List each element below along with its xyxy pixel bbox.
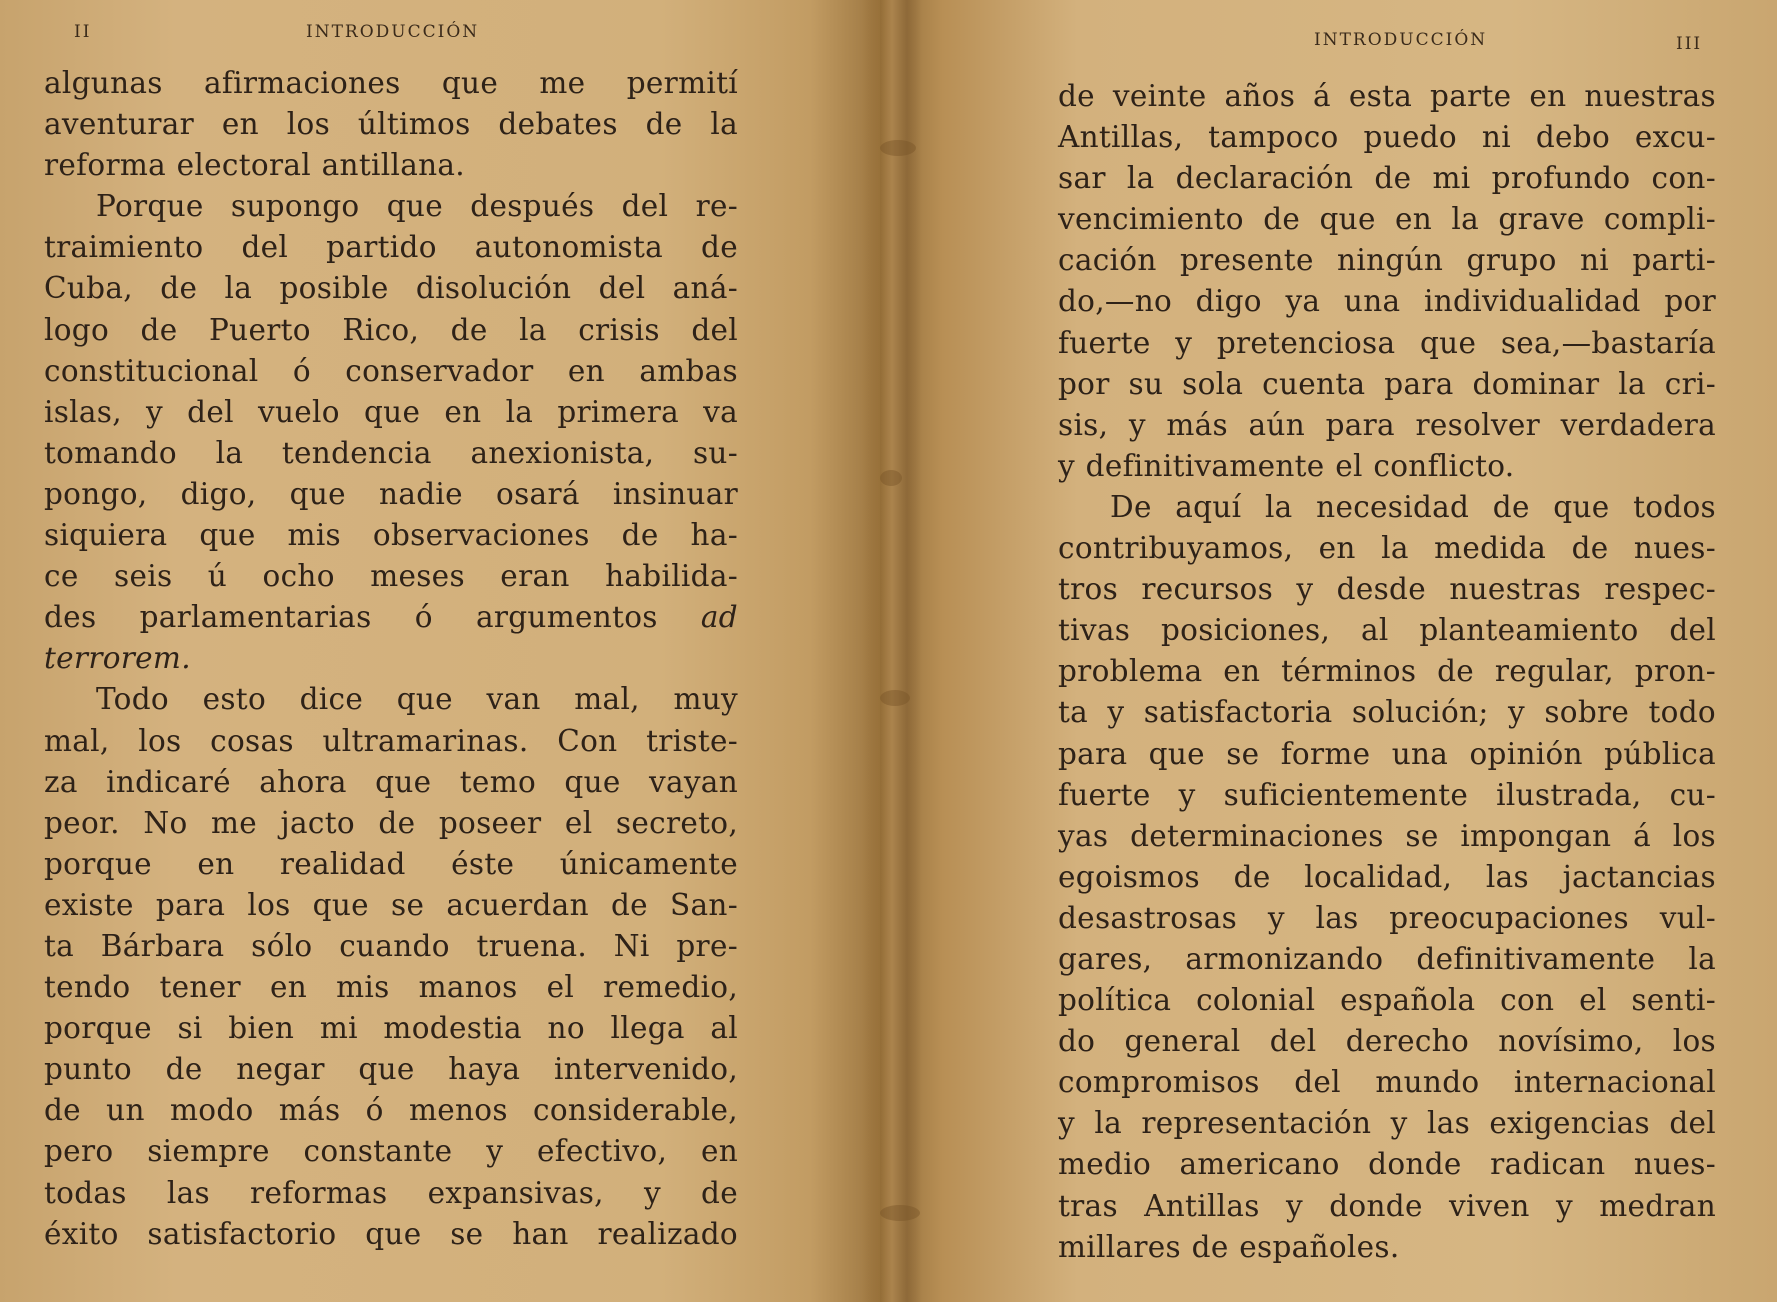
text-line: sis, y más aún para resolver verdadera [1058,407,1716,442]
text-line: millares de españoles. [1058,1229,1400,1264]
text-line: De aquí la necesidad de que todos [1110,489,1716,524]
left-page-body [44,63,738,1255]
right-page-body [1058,76,1716,1268]
text-line: para que se forme una opinión pública [1058,736,1716,771]
left-page-number: II [74,22,92,42]
text-line: porque en realidad éste únicamente [44,846,738,881]
text-line: gares, armonizando definitivamente la [1058,941,1716,976]
text-line: aventurar en los últimos debates de la [44,107,738,142]
binding-stain [880,470,902,486]
text-line: cación presente ningún grupo ni parti- [1058,243,1716,278]
text-line: política colonial española con el senti- [1058,983,1716,1018]
text-line: fuerte y pretenciosa que sea,—bastaría [1058,325,1716,360]
text-line: pongo, digo, que nadie osará insinuar [44,476,738,511]
text-segment: des parlamentarias ó argumentos [44,600,658,635]
book-gutter [862,0,922,1302]
text-line: logo de Puerto Rico, de la crisis del [44,312,738,347]
text-line: éxito satisfactorio que se han realizado [44,1216,738,1251]
text-line: Antillas, tampoco puedo ni debo excu- [1058,120,1716,155]
text-line: Todo esto dice que van mal, muy [96,682,738,717]
text-line: de un modo más ó menos considerable, [44,1093,738,1128]
text-line: Cuba, de la posible disolución del aná- [44,271,738,306]
text-line: medio americano donde radican nues- [1058,1147,1716,1182]
text-line: tomando la tendencia anexionista, su- [44,435,738,470]
text-line: constitucional ó conservador en ambas [44,353,738,388]
text-line: punto de negar que haya intervenido, [44,1052,738,1087]
italic-text: ad [700,600,738,635]
left-running-head: INTRODUCCIÓN [306,22,480,42]
text-line: contribuyamos, en la medida de nues- [1058,531,1716,566]
italic-text: terrorem. [44,641,191,676]
text-line: de veinte años á esta parte en nuestras [1058,79,1716,113]
text-line: tendo tener en mis manos el remedio, [44,970,738,1005]
text-line: existe para los que se acuerdan de San- [44,887,738,922]
text-line: do general del derecho novísimo, los [1058,1024,1716,1059]
right-running-head: INTRODUCCIÓN [1314,30,1488,50]
text-line: fuerte y suficientemente ilustrada, cu- [1058,777,1716,812]
text-line: vencimiento de que en la grave compli- [1058,202,1716,237]
text-line: islas, y del vuelo que en la primera va [44,394,738,429]
text-line: tros recursos y desde nuestras respec- [1058,572,1716,607]
text-line: tivas posiciones, al planteamiento del [1058,613,1716,648]
text-line: Porque supongo que después del re- [96,189,738,224]
text-line: algunas afirmaciones que me permití [44,66,738,100]
right-page-number: III [1676,34,1703,54]
text-line: problema en términos de regular, pron- [1058,654,1716,689]
binding-stain [880,140,916,156]
text-line: sar la declaración de mi profundo con- [1058,161,1716,196]
text-line: compromisos del mundo internacional [1058,1065,1716,1100]
text-line [44,597,738,638]
binding-stain [880,1205,920,1221]
right-page [880,0,1777,1302]
text-line: y la representación y las exigencias del [1058,1106,1716,1141]
text-line: peor. No me jacto de poseer el secreto, [44,805,738,840]
text-line: y definitivamente el conflicto. [1058,448,1515,483]
binding-stain [880,690,910,706]
text-line: por su sola cuenta para dominar la cri- [1058,366,1716,401]
text-line: traimiento del partido autonomista de [44,230,738,265]
text-line: todas las reformas expansivas, y de [44,1175,738,1210]
left-page [0,0,880,1302]
text-line: ta y satisfactoria solución; y sobre todo [1058,695,1716,730]
text-line: za indicaré ahora que temo que vayan [44,764,738,799]
text-line: mal, los cosas ultramarinas. Con triste- [44,723,738,758]
text-line [44,638,738,679]
text-line: pero siempre constante y efectivo, en [44,1134,738,1169]
text-line: siquiera que mis observaciones de ha- [44,518,738,553]
text-line: desastrosas y las preocupaciones vul- [1058,900,1716,935]
text-line: egoismos de localidad, las jactancias [1058,859,1716,894]
text-line: yas determinaciones se impongan á los [1058,818,1716,853]
text-line: reforma electoral antillana. [44,148,465,183]
text-line: tras Antillas y donde viven y medran [1058,1188,1716,1223]
text-line: do,—no digo ya una individualidad por [1058,284,1716,319]
text-line: ce seis ú ocho meses eran habilida- [44,559,738,594]
text-line: ta Bárbara sólo cuando truena. Ni pre- [44,928,738,963]
text-line: porque si bien mi modestia no llega al [44,1011,738,1046]
